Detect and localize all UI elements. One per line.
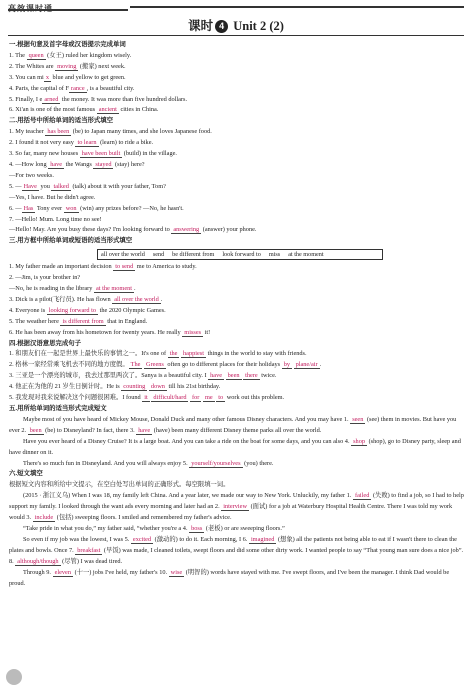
text-segment: (搬家) next week. <box>78 62 126 70</box>
text-segment: cities in China. <box>118 106 159 114</box>
text-segment: 2. —Jim, is your brother in? <box>9 274 81 282</box>
text-segment: the 2020 Olympic Games. <box>98 306 166 314</box>
title-rule <box>8 35 464 36</box>
text-segment: (失败) to find a job, so I had to help support my family. I looked through the want ads every morning and later had an 2. <box>9 492 464 511</box>
exercise-line <box>9 105 465 116</box>
exercise-line <box>9 73 465 84</box>
exercise-line <box>9 160 465 171</box>
passage-paragraph <box>9 437 465 459</box>
answer-blank: been <box>227 372 240 380</box>
text-segment: blue and yellow to get green. <box>50 73 126 81</box>
text-segment: (女王) ruled her kingdom wisely. <box>45 51 132 59</box>
answer-blank: the <box>169 350 178 358</box>
text-segment: (明智的) words have stayed with me. I've swept floors, and I've been the manager. I think Dad would be proud. <box>9 568 450 587</box>
lesson-number-badge: 4 <box>215 20 228 33</box>
text-segment: (想象) all the patients not being able to eat if I wasn't there to clean the plates and bowls. Once 7. <box>9 535 457 554</box>
text-segment: 3. 三亚是一个漂亮的城市，我去过那里两次了。Sanya is a beautiful city. I <box>9 372 209 380</box>
text-segment: me to America to study. <box>135 263 197 271</box>
word-bank-item: be different from <box>172 251 215 259</box>
answer-blank: rance <box>70 84 85 92</box>
series-logo: 高效课时通 <box>8 0 128 11</box>
section-heading: 三.用方框中所给单词或短语的适当形式填空 <box>9 237 133 245</box>
passage-paragraph <box>9 491 465 524</box>
text-segment: till his 21st birthday. <box>166 383 221 391</box>
text-segment: “Take pride in what you do,” my father said, “whether you're a 4. <box>23 524 190 532</box>
answer-blank: has been <box>47 128 70 136</box>
exercise-line <box>9 295 465 306</box>
answer-blank: include <box>34 514 54 522</box>
text-segment: Maybe most of you have heard of Mickey Mouse, Donald Duck and many other famous Disney characters. And you may have 1. <box>23 415 351 423</box>
answer-blank: wise <box>170 568 183 576</box>
text-segment: 4. Paris, the capital of F <box>9 84 69 92</box>
answer-blank: it <box>144 394 148 402</box>
text-segment: you <box>38 182 52 190</box>
answer-blank: although/though <box>17 557 59 565</box>
answer-blank: excited <box>132 535 152 543</box>
text-segment: things in the world to stay with friends. <box>206 350 307 358</box>
text-segment: 5. Finally, I e <box>9 95 43 103</box>
exercise-line <box>9 84 465 95</box>
answer-blank: to learn <box>77 139 97 147</box>
text-segment: (激动的) to do it. Each morning, I 6. <box>153 535 249 543</box>
word-bank-item: at the moment <box>288 251 324 259</box>
text-segment: (answer) your phone. <box>201 226 257 234</box>
answer-blank: for <box>192 394 200 402</box>
text-segment: (talk) about it with your father, Tom? <box>70 182 166 190</box>
exercise-line <box>9 204 465 215</box>
answer-blank: yourself/yourselves <box>191 459 241 467</box>
text-segment: 6. Xi'an is one of the most famous <box>9 106 97 114</box>
exercise-line <box>9 149 465 160</box>
answer-blank: interview <box>223 503 248 511</box>
text-segment: that in England. <box>105 317 148 325</box>
answer-blank: breakfast <box>77 546 101 554</box>
text-segment: . <box>319 361 322 369</box>
answer-blank: down <box>150 383 165 391</box>
exercise-line <box>9 182 465 193</box>
text-segment: 5. The weather here <box>9 317 61 325</box>
text-segment: 2. The Whites are <box>9 62 56 70</box>
passage-paragraph <box>9 524 465 535</box>
text-segment: 6. He has been away from his hometown for twenty years. He really <box>9 328 183 336</box>
text-segment: the Wangs <box>64 160 94 168</box>
text-segment: 1. My teacher <box>9 128 46 136</box>
answer-blank: to <box>218 394 224 402</box>
text-segment: 4. 他正在为他的 21 岁生日倒计时。He is <box>9 383 122 391</box>
answer-blank: there <box>245 372 258 380</box>
answer-blank: looking forward to <box>48 306 96 314</box>
page-corner-mark <box>6 669 22 685</box>
header-band <box>0 0 472 13</box>
exercise-line <box>9 273 465 284</box>
text-segment: —Yes, I have. But he didn't agree. <box>9 193 96 201</box>
answer-blank: answering <box>173 226 200 234</box>
answer-blank: won <box>65 204 77 212</box>
exercise-line <box>9 306 465 317</box>
text-segment: (老板) or are sweeping floors.” <box>204 524 285 532</box>
text-segment: (早饭) was made, I cleaned toilets, swept floors and did some other dirty work. I wanted people to say “That young man sure does a nice job”. 8. <box>9 546 464 565</box>
text-segment: (shop), go to Disney party, sleep and have dinner on it. <box>9 437 461 456</box>
answer-blank: is different from <box>62 317 104 325</box>
answer-blank: shop <box>353 437 365 445</box>
exercise-line <box>9 215 465 226</box>
text-segment: (win) any prizes before? —No, he hasn't. <box>78 204 184 212</box>
text-segment: 4. Everyone is <box>9 306 47 314</box>
text-segment: (see) them in movies. But have you ever 2. <box>9 415 457 434</box>
exercise-line <box>9 284 465 295</box>
text-segment: (包括) sweeping floors. I smiled and remembered my father's advice. <box>55 514 232 522</box>
text-segment: it! <box>203 328 211 336</box>
answer-blank: have <box>138 426 151 434</box>
passage-paragraph <box>9 535 465 568</box>
answer-blank: happiest <box>183 350 205 358</box>
answer-blank: counting <box>123 383 146 391</box>
answer-blank: The <box>130 361 141 369</box>
text-segment: 6. — <box>9 204 22 212</box>
text-segment: (have) been many different Disney theme parks all over the world. <box>152 426 322 434</box>
text-segment: 1. My father made an important decision <box>9 263 114 271</box>
exercise-line <box>9 95 465 106</box>
exercise-line <box>9 360 465 371</box>
section-heading: 四.根据汉语意思完成句子 <box>9 339 82 347</box>
answer-blank: have <box>50 160 63 168</box>
answer-blank: Greens <box>146 361 164 369</box>
header-rule <box>130 6 464 8</box>
exercise-line <box>9 328 465 339</box>
text-segment: . <box>134 285 136 293</box>
answer-blank: Have <box>23 182 37 190</box>
answer-blank: arned <box>44 95 59 103</box>
answer-blank: misses <box>184 328 202 336</box>
text-segment: twice. <box>259 372 277 380</box>
word-bank-box <box>97 249 383 260</box>
text-segment: 1. 和朋友们在一起是世界上最快乐的事情之一。It's one of <box>9 350 168 358</box>
answer-blank: failed <box>355 492 370 500</box>
answer-blank: plane/air <box>295 361 318 369</box>
section-heading: 一.根据句意及首字母或汉语提示完成单词 <box>9 41 126 48</box>
answer-blank: x <box>45 73 49 81</box>
text-segment: 4. —How long <box>9 160 49 168</box>
text-segment: 3. So far, many new houses <box>9 150 80 158</box>
text-segment: 3. You can mi <box>9 73 44 81</box>
text-segment: —For two weeks. <box>9 171 54 179</box>
answer-blank: have been built <box>81 150 121 158</box>
exercise-line <box>9 317 465 328</box>
word-bank-item: miss <box>268 251 281 259</box>
section-heading: 五.用所给单词的适当形式完成短文 <box>9 405 107 412</box>
text-segment: , is a beautiful city. <box>86 84 135 92</box>
text-segment: 5. 我发现对我来说解决这个问题很困难。I found <box>9 394 143 402</box>
exercise-line <box>9 349 465 360</box>
answer-blank: stayed <box>95 160 112 168</box>
exercise-line <box>9 62 465 73</box>
answer-blank: difficult/hard <box>153 394 187 402</box>
exercise-line <box>9 127 465 138</box>
word-bank-item: send <box>152 251 165 259</box>
answer-blank: eleven <box>54 568 71 576</box>
text-segment: (be) to Disneyland? In fact, there 3. <box>43 426 137 434</box>
answer-blank: at the moment <box>96 285 133 293</box>
exercise-line <box>9 225 465 236</box>
answer-blank: been <box>29 426 42 434</box>
text-segment: —No, he is reading in the library <box>9 285 94 293</box>
word-bank-item: look forward to <box>222 251 261 259</box>
text-segment: 2. 格林一家经常乘飞机去不同的地方度假。 <box>9 361 129 369</box>
text-segment: the money. It was more than five hundred dollars. <box>60 95 188 103</box>
answer-blank: have <box>210 372 223 380</box>
text-segment: (面试) for a job at Waterbury Hospital Health Centre. There I was told my work would 3. <box>9 503 453 522</box>
exercise-line <box>9 193 465 204</box>
exercise-content <box>9 40 465 589</box>
passage-paragraph <box>9 459 465 470</box>
answer-blank: seen <box>352 415 364 423</box>
word-bank-item: all over the world <box>101 251 145 259</box>
text-segment: So even if my job was the lowest, I was 5. <box>23 535 131 543</box>
text-segment: 2. I found it not very easy <box>9 139 76 147</box>
text-segment: (stay) here? <box>113 160 145 168</box>
exercise-line <box>9 371 465 382</box>
text-segment: work out this problem. <box>225 394 285 402</box>
section-instructions: 根据短文内容和所给中文提示，在空白处写出单词的正确形式。每空限填一词。 <box>9 481 230 489</box>
section-heading: 六.短文填空 <box>9 470 43 478</box>
text-segment: (十一) jobs I've held, my father's 10. <box>73 568 169 576</box>
passage-paragraph <box>9 415 465 437</box>
answer-blank: me <box>204 394 213 402</box>
answer-blank: imagined <box>250 535 275 543</box>
text-segment: often go to different places for their holidays <box>165 361 282 369</box>
text-segment: Through 9. <box>23 568 53 576</box>
text-segment: (build) in the village. <box>122 150 177 158</box>
text-segment: 7. —Hello! Mum. Long time no see! <box>9 215 102 223</box>
text-segment: There's so much fun in Disneyland. And you will always enjoy 5. <box>23 459 190 467</box>
text-segment: (尽管) I was dead tired. <box>60 557 123 565</box>
text-segment: 1. The <box>9 51 27 59</box>
text-segment: 3. Dick is a pilot(飞行员). He has flown <box>9 295 113 303</box>
answer-blank: queen <box>28 51 44 59</box>
text-segment: 5. — <box>9 182 22 190</box>
lesson-title: 课时 4 Unit 2 (2) <box>188 19 284 33</box>
exercise-line <box>9 262 465 273</box>
passage-paragraph <box>9 568 465 590</box>
text-segment: (learn) to ride a bike. <box>98 139 154 147</box>
exercise-line <box>9 171 465 182</box>
answer-blank: talked <box>53 182 69 190</box>
text-segment: Tony ever <box>35 204 64 212</box>
exercise-line <box>9 138 465 149</box>
text-segment: —Hello! May. Are you busy these days? I'm looking forward to <box>9 226 172 234</box>
text-segment: (be) to Japan many times, and she loves Japanese food. <box>71 128 212 136</box>
answer-blank: boss <box>191 524 203 532</box>
answer-blank: moving <box>57 62 77 70</box>
exercise-line <box>9 382 465 393</box>
answer-blank: ancient <box>98 106 117 114</box>
text-segment: (you) there. <box>242 459 274 467</box>
text-segment: . <box>160 295 163 303</box>
answer-blank: all over the world <box>114 295 159 303</box>
text-segment: Have you ever heard of a Disney Cruise? It is a large boat. And you can take a ride on the boat for some days, and you can also 4. <box>23 437 352 445</box>
text-segment: (2015 · 浙江义乌) When I was 18, my family left China. And a year later, we made our way to New York. Unluckily, my father 1. <box>23 492 354 500</box>
answer-blank: to send <box>115 263 134 271</box>
exercise-line <box>9 393 465 404</box>
answer-blank: by <box>283 361 290 369</box>
exercise-line <box>9 51 465 62</box>
answer-blank: Has <box>23 204 34 212</box>
section-heading: 二.用括号中所给单词的适当形式填空 <box>9 117 114 125</box>
